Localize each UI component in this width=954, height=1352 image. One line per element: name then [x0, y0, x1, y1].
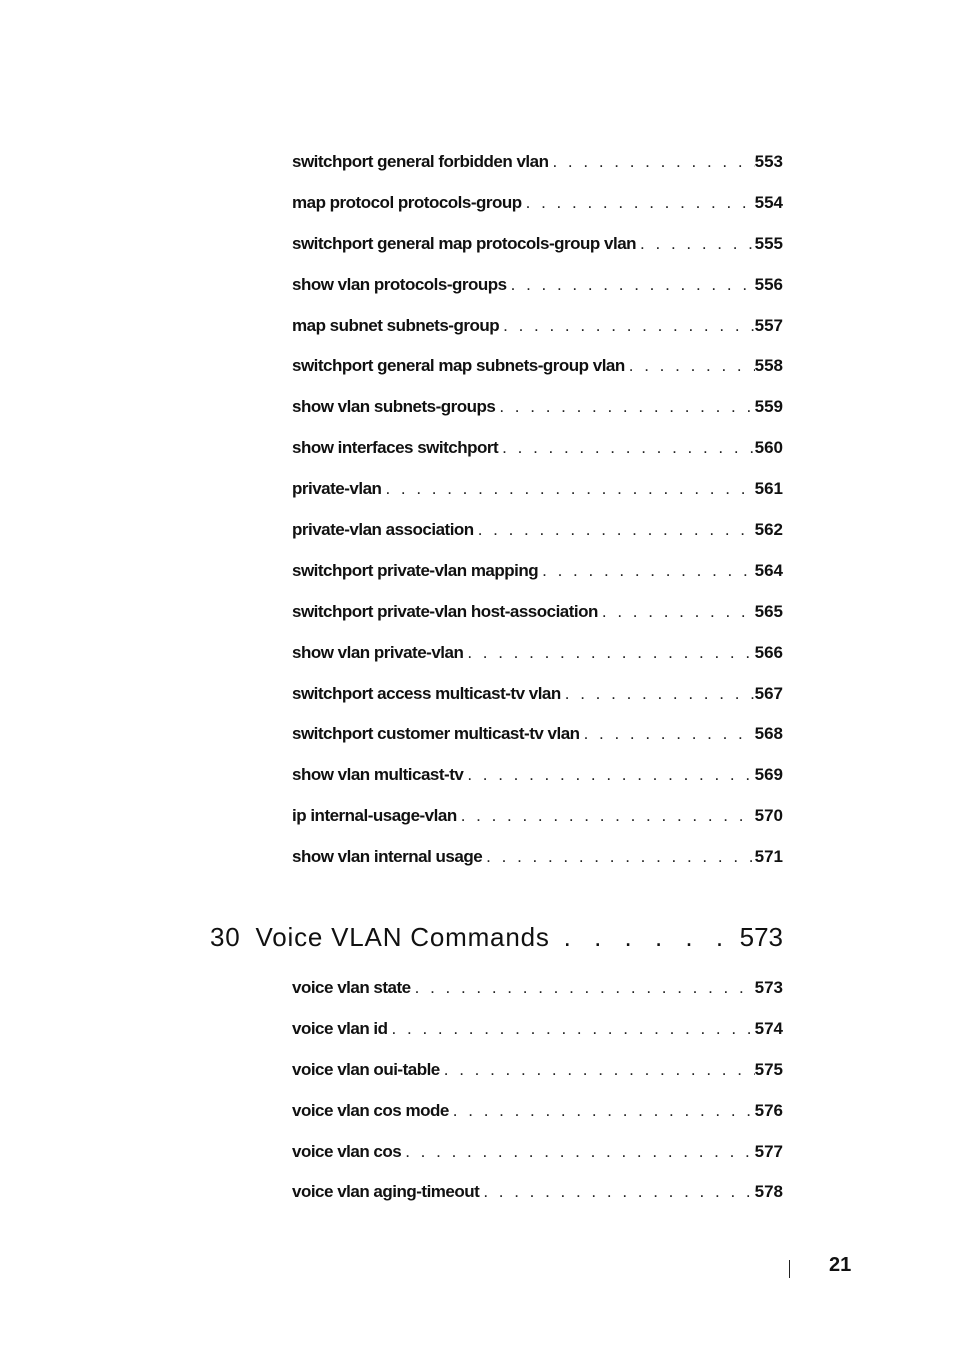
- toc-entry-title: show vlan protocols-groups: [292, 274, 507, 294]
- toc-entry-title: private-vlan: [292, 479, 382, 499]
- toc-entry[interactable]: [292, 275, 783, 316]
- toc-entry-title: show vlan multicast-tv: [292, 765, 464, 785]
- toc-entry-page: 556: [754, 274, 783, 294]
- toc-entry[interactable]: [292, 438, 783, 479]
- toc-entry-page: 559: [754, 397, 783, 417]
- toc-entry[interactable]: [292, 1060, 783, 1101]
- dot-leader: [499, 316, 755, 336]
- dot-leader: [457, 806, 755, 826]
- toc-entry-page: 578: [754, 1182, 783, 1202]
- toc-entry[interactable]: [292, 356, 783, 397]
- toc-entry-page: 569: [754, 765, 783, 785]
- toc-entry-title: show vlan private-vlan: [292, 642, 464, 662]
- toc-entry-title: ip internal-usage-vlan: [292, 806, 457, 826]
- chapter-heading[interactable]: [210, 922, 783, 953]
- toc-entry[interactable]: [292, 520, 783, 561]
- toc-entry[interactable]: [292, 1019, 783, 1060]
- dot-leader: [550, 922, 740, 953]
- toc-entry-list-chapter-30: [292, 978, 783, 1223]
- toc-entry-page: 561: [754, 479, 783, 499]
- toc-entry-title: private-vlan association: [292, 520, 474, 540]
- toc-entry-title: voice vlan cos mode: [292, 1100, 449, 1120]
- dot-leader: [636, 234, 755, 254]
- toc-entry[interactable]: [292, 1182, 783, 1223]
- toc-entry[interactable]: [292, 978, 783, 1019]
- toc-entry-page: 577: [754, 1141, 783, 1161]
- toc-entry-title: map protocol protocols-group: [292, 192, 522, 212]
- dot-leader: [463, 765, 754, 785]
- toc-entry-title: switchport customer multicast-tv vlan: [292, 724, 580, 744]
- dot-leader: [388, 1019, 755, 1039]
- toc-entry-title: switchport general map protocols-group vlan: [292, 233, 637, 253]
- folio-divider: [789, 1260, 790, 1278]
- dot-leader: [548, 152, 754, 172]
- toc-entry-title: voice vlan id: [292, 1018, 388, 1038]
- toc-entry-page: 574: [754, 1018, 783, 1038]
- toc-entry[interactable]: [292, 397, 783, 438]
- dot-leader: [449, 1101, 755, 1121]
- toc-entry[interactable]: [292, 684, 783, 725]
- toc-entry-title: show vlan subnets-groups: [292, 397, 496, 417]
- toc-entry[interactable]: [292, 643, 783, 684]
- dot-leader: [561, 684, 755, 704]
- dot-leader: [401, 1142, 754, 1162]
- toc-entry-title: voice vlan cos: [292, 1141, 402, 1161]
- toc-entry-page: 564: [754, 560, 783, 580]
- dot-leader: [440, 1060, 755, 1080]
- toc-entry-page: 568: [754, 724, 783, 744]
- dot-leader: [522, 193, 755, 213]
- toc-entry-list-continued: [292, 152, 783, 888]
- toc-entry-page: 576: [754, 1100, 783, 1120]
- dot-leader: [598, 602, 755, 622]
- toc-entry[interactable]: [292, 193, 783, 234]
- dot-leader: [482, 847, 754, 867]
- toc-entry-page: 566: [754, 642, 783, 662]
- toc-entry-page: 562: [754, 520, 783, 540]
- dot-leader: [495, 397, 754, 417]
- toc-entry[interactable]: [292, 1101, 783, 1142]
- toc-entry-title: voice vlan aging-timeout: [292, 1182, 480, 1202]
- toc-entry-page: 565: [754, 601, 783, 621]
- chapter-page: 573: [739, 922, 783, 952]
- toc-entry-page: 575: [754, 1059, 783, 1079]
- toc-entry-title: switchport private-vlan mapping: [292, 560, 539, 580]
- dot-leader: [507, 275, 755, 295]
- page-number: 21: [829, 1254, 852, 1276]
- toc-entry-title: switchport general forbidden vlan: [292, 152, 549, 171]
- toc-entry[interactable]: [292, 561, 783, 602]
- dot-leader: [498, 438, 754, 458]
- toc-entry-page: 558: [754, 356, 783, 376]
- toc-entry-page: 553: [754, 152, 783, 171]
- toc-entry-title: switchport access multicast-tv vlan: [292, 683, 561, 703]
- toc-entry-page: 573: [754, 978, 783, 997]
- toc-entry-title: show interfaces switchport: [292, 438, 499, 458]
- toc-entry[interactable]: [292, 602, 783, 643]
- toc-entry-page: 554: [754, 192, 783, 212]
- toc-entry[interactable]: [292, 1142, 783, 1183]
- toc-entry-title: switchport private-vlan host-association: [292, 601, 598, 621]
- dot-leader: [625, 356, 755, 376]
- toc-entry[interactable]: [292, 847, 783, 888]
- chapter-title: Voice VLAN Commands: [255, 922, 550, 952]
- toc-entry-page: 555: [754, 233, 783, 253]
- dot-leader: [411, 978, 755, 998]
- toc-entry-title: switchport general map subnets-group vlan: [292, 356, 625, 376]
- dot-leader: [479, 1182, 754, 1202]
- toc-entry-page: 571: [754, 847, 783, 867]
- dot-leader: [381, 479, 754, 499]
- toc-entry-title: voice vlan oui-table: [292, 1059, 440, 1079]
- toc-entry[interactable]: [292, 479, 783, 520]
- toc-entry[interactable]: [292, 234, 783, 275]
- chapter-number: 30: [210, 922, 241, 952]
- dot-leader: [463, 643, 754, 663]
- dot-leader: [580, 724, 755, 744]
- toc-entry-page: 557: [754, 315, 783, 335]
- toc-entry[interactable]: [292, 724, 783, 765]
- dot-leader: [538, 561, 754, 581]
- dot-leader: [474, 520, 755, 540]
- toc-entry-page: 570: [754, 806, 783, 826]
- toc-entry-page: 560: [754, 438, 783, 458]
- toc-entry[interactable]: [292, 765, 783, 806]
- toc-entry[interactable]: [292, 316, 783, 357]
- toc-entry[interactable]: [292, 806, 783, 847]
- toc-entry-page: 567: [754, 683, 783, 703]
- toc-entry[interactable]: [292, 152, 783, 193]
- toc-entry-title: show vlan internal usage: [292, 847, 483, 867]
- toc-entry-title: voice vlan state: [292, 978, 411, 997]
- toc-entry-title: map subnet subnets-group: [292, 315, 500, 335]
